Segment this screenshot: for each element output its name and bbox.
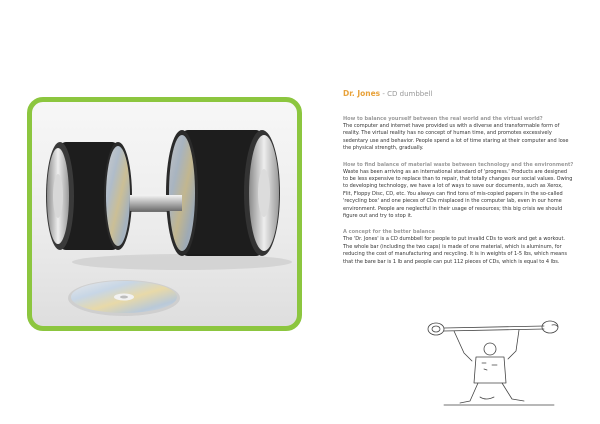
section-heading: How to balance yourself between the real world and the virtual world? xyxy=(343,116,543,122)
section-body: Waste has been arriving as an international standard of 'progress.' Products are designed to be less expensive to replace than to repair, that totally changes our social values. Owing to developing technology, we have a lot of ways to save our documents, such as Xerox, Flit, Floppy Disc, CD, etc. You always can find tons of mis-copied papers in the so-called 'recycling box' and one pieces of CDs misplaced in the computer lab, even in our home environment. People are neglectful in their usage of resources; this big crisis we should figure out and try to stop it. xyxy=(343,168,573,220)
product-photo-frame xyxy=(27,97,302,331)
product-name: Dr. Jones xyxy=(343,89,381,98)
section-heading: How to find balance of material waste between technology and the environment? xyxy=(343,161,573,168)
cd-dumbbell-photo xyxy=(32,102,297,326)
title-separator: - xyxy=(382,90,385,98)
product-subtitle: CD dumbbell xyxy=(387,90,433,98)
section-material-waste xyxy=(343,162,573,221)
section-body: The 'Dr. Jones' is a CD dumbbell for people to put invalid CDs to work and get a workout. The whole bar (including the two caps) is made of one material, which is aluminum, for reducing the cost of manufacturing and recycling. It is in weights of 1-5 lbs, which means that the bare bar is 1 lb and people can put 112 pieces of CDs, which is equal to 4 lbs. xyxy=(343,236,567,265)
section-balance-worlds xyxy=(343,116,573,153)
left-cd-stack xyxy=(46,142,132,250)
description-column xyxy=(343,89,573,275)
section-body: The computer and internet have provided us with a diverse and transformable form of reality. The virtual reality has no concept of human time, and promotes excessively sedentary use and behavior. People spend a lot of time staring at their computer and lose the physical strength, gradually. xyxy=(343,123,569,152)
loose-cd xyxy=(68,280,180,316)
figure-lifting-dumbbell-sketch xyxy=(424,317,576,407)
section-heading: A concept for the better balance xyxy=(343,229,435,236)
right-cd-stack xyxy=(166,130,280,256)
product-title xyxy=(343,89,573,99)
section-concept xyxy=(343,229,573,266)
